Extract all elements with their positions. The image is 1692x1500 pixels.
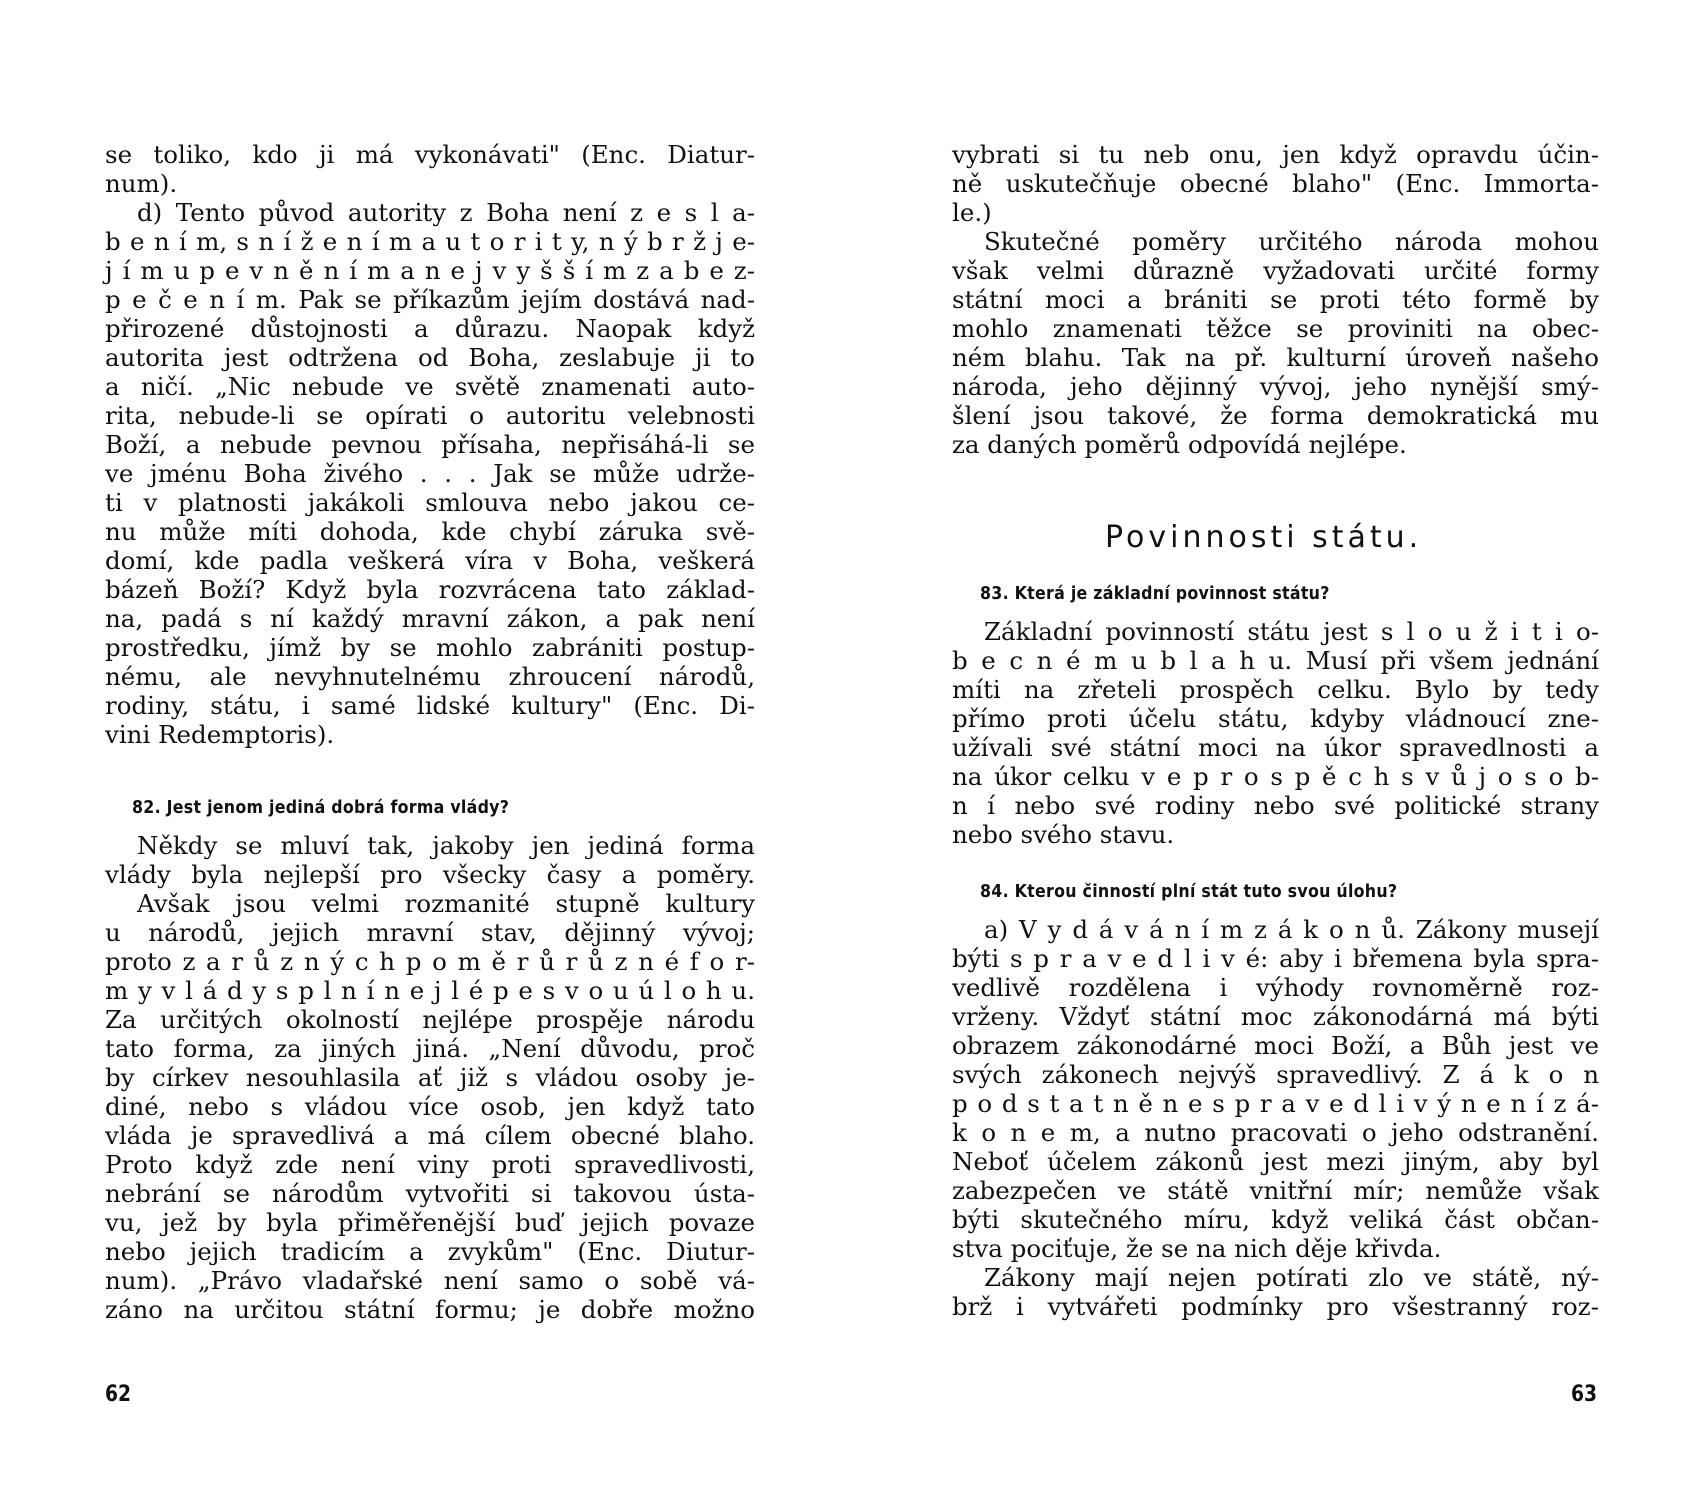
text-line: autorita jest odtržena od Boha, zeslabuje ji to bbox=[105, 343, 755, 372]
right-text-block-b bbox=[952, 617, 1599, 849]
text-line: vini Redemptoris). bbox=[105, 720, 335, 749]
text-line: le.) bbox=[952, 198, 992, 227]
text-line: vlády byla nejlepší pro všecky časy a poměry. bbox=[105, 860, 755, 889]
text-line: m y v l á d y s p l n í n e j l é p e s v o u ú l o h u. bbox=[105, 976, 755, 1005]
text-line: zabezpečen ve státě vnitřní mír; nemůže však bbox=[952, 1176, 1599, 1205]
text-line: přirozené důstojnosti a důrazu. Naopak když bbox=[105, 314, 755, 343]
text-line: nebrání se národům vytvořiti si takovou ústa- bbox=[105, 1179, 755, 1208]
text-line: num). bbox=[105, 169, 178, 198]
text-line: za daných poměrů odpovídá nejlépe. bbox=[952, 430, 1407, 459]
text-line: p e č e n í m. Pak se příkazům jejím dostává nad- bbox=[105, 285, 755, 314]
text-line: na úkor celku v e p r o s p ě c h s v ů j o s o b- bbox=[952, 762, 1599, 791]
text-line: nebo jejich tradicím a zvykům" (Enc. Diutur- bbox=[105, 1237, 755, 1266]
right-text-block-a bbox=[952, 140, 1599, 459]
section-heading: Povinnosti státu. bbox=[1105, 520, 1423, 555]
text-line: diné, nebo s vládou více osob, jen když tato bbox=[105, 1092, 755, 1121]
text-line: num). „Právo vladařské není samo o sobě vá- bbox=[105, 1266, 755, 1295]
text-line: přímo proti účelu státu, kdyby vládnoucí zne- bbox=[952, 704, 1599, 733]
text-line: ti v platnosti jakákoli smlouva nebo jakou ce- bbox=[105, 488, 755, 517]
text-line: národa, jeho dějinný vývoj, jeho nynější smý- bbox=[952, 372, 1599, 401]
text-line: k o n e m, a nutno pracovati o jeho odstranění. bbox=[952, 1118, 1599, 1147]
text-line: vrženy. Vždyť státní moc zákonodárná má býti bbox=[952, 1002, 1599, 1031]
text-line: a ničí. „Nic nebude ve světě znamenati auto- bbox=[105, 372, 755, 401]
text-line: bázeň Boží? Když byla rozvrácena tato základ- bbox=[105, 575, 755, 604]
left-text-block-b bbox=[105, 831, 755, 1324]
text-line: Neboť účelem zákonů jest mezi jiným, aby byl bbox=[952, 1147, 1599, 1176]
text-line: užívali své státní moci na úkor spravedlnosti a bbox=[952, 733, 1599, 762]
text-line: a) V y d á v á n í m z á k o n ů. Zákony musejí bbox=[984, 915, 1599, 944]
text-line: Za určitých okolností nejlépe prospěje národu bbox=[105, 1005, 755, 1034]
text-line: d) Tento původ autority z Boha není z e s l a- bbox=[137, 198, 755, 227]
right-page bbox=[846, 0, 1692, 1500]
text-line: svých zákonech nejvýš spravedlivý. Z á k o n bbox=[952, 1060, 1599, 1089]
text-line: n í nebo své rodiny nebo své politické strany bbox=[952, 791, 1599, 820]
text-line: Avšak jsou velmi rozmanité stupně kultury bbox=[137, 889, 755, 918]
text-line: se toliko, kdo ji má vykonávati" (Enc. Diatur- bbox=[105, 140, 755, 169]
text-line: státní moci a brániti se proti této formě by bbox=[952, 285, 1599, 314]
text-line: ně uskutečňuje obecné blaho" (Enc. Immorta- bbox=[952, 169, 1599, 198]
text-line: šlení jsou takové, že forma demokratická mu bbox=[952, 401, 1599, 430]
page-number-left: 62 bbox=[105, 1382, 132, 1407]
text-line: nu může míti dohoda, kde chybí záruka svě- bbox=[105, 517, 755, 546]
text-line: b e c n é m u b l a h u. Musí při všem jednání bbox=[952, 646, 1599, 675]
text-line: j í m u p e v n ě n í m a n e j v y š š í m z a b e z- bbox=[105, 256, 755, 285]
text-line: brž i vytvářeti podmínky pro všestranný roz- bbox=[952, 1292, 1599, 1321]
text-line: Základní povinností státu jest s l o u ž i t i o- bbox=[984, 617, 1599, 646]
text-line: p o d s t a t n ě n e s p r a v e d l i v ý n e n í z á- bbox=[952, 1089, 1599, 1118]
text-line: nému, ale nevyhnutelnému zhroucení národů, bbox=[105, 662, 755, 691]
text-line: stva pociťuje, že se na nich děje křivda. bbox=[952, 1234, 1442, 1263]
text-line: vybrati si tu neb onu, jen když opravdu účin- bbox=[952, 140, 1599, 169]
text-line: rodiny, státu, i samé lidské kultury" (Enc. Di- bbox=[105, 691, 755, 720]
text-line: záno na určitou státní formu; je dobře možno bbox=[105, 1295, 755, 1324]
text-line: b e n í m, s n í ž e n í m a u t o r i t y, n ý b r ž j e- bbox=[105, 227, 755, 256]
text-line: domí, kde padla veškerá víra v Boha, veškerá bbox=[105, 546, 755, 575]
text-line: ném blahu. Tak na př. kulturní úroveň našeho bbox=[952, 343, 1599, 372]
text-line: vláda je spravedlivá a má cílem obecné blaho. bbox=[105, 1121, 755, 1150]
text-line: Zákony mají nejen potírati zlo ve státě, ný- bbox=[984, 1263, 1599, 1292]
left-text-block-a bbox=[105, 140, 755, 749]
text-line: proto z a r ů z n ý c h p o m ě r ů r ů z n é f o r- bbox=[105, 947, 755, 976]
text-line: obrazem zákonodárné moci Boží, a Bůh jest ve bbox=[952, 1031, 1599, 1060]
question-82-heading: 82. Jest jenom jediná dobrá forma vlády? bbox=[132, 797, 510, 818]
text-line: u národů, jejich mravní stav, dějinný vývoj; bbox=[105, 918, 755, 947]
right-text-block-c bbox=[952, 915, 1599, 1321]
text-line: mohlo znamenati těžce se proviniti na obec- bbox=[952, 314, 1599, 343]
text-line: na, padá s ní každý mravní zákon, a pak není bbox=[105, 604, 755, 633]
text-line: Proto když zde není viny proti spravedlivosti, bbox=[105, 1150, 755, 1179]
text-line: by církev nesouhlasila ať již s vládou osoby je- bbox=[105, 1063, 755, 1092]
text-line: býti skutečného míru, když veliká část občan- bbox=[952, 1205, 1599, 1234]
text-line: Někdy se mluví tak, jakoby jen jediná forma bbox=[137, 831, 755, 860]
question-84-heading: 84. Kterou činností plní stát tuto svou úlohu? bbox=[980, 881, 1398, 902]
text-line: Boží, a nebude pevnou přísaha, nepřisáhá-li se bbox=[105, 430, 755, 459]
text-line: tato forma, za jiných jiná. „Není důvodu, proč bbox=[105, 1034, 755, 1063]
text-line: Skutečné poměry určitého národa mohou bbox=[984, 227, 1599, 256]
text-line: však velmi důrazně vyžadovati určité formy bbox=[952, 256, 1599, 285]
text-line: býti s p r a v e d l i v é: aby i břemena byla spra- bbox=[952, 944, 1599, 973]
text-line: rita, nebude-li se opírati o autoritu velebnosti bbox=[105, 401, 755, 430]
text-line: vedlivě rozdělena i výhody rovnoměrně roz- bbox=[952, 973, 1599, 1002]
text-line: nebo svého stavu. bbox=[952, 820, 1175, 849]
text-line: vu, jež by byla přiměřenější buď jejich povaze bbox=[105, 1208, 755, 1237]
text-line: prostředku, jímž by se mohlo zabrániti postup- bbox=[105, 633, 755, 662]
question-83-heading: 83. Která je základní povinnost státu? bbox=[980, 583, 1330, 604]
page-number-right: 63 bbox=[1571, 1382, 1598, 1407]
text-line: ve jménu Boha živého . . . Jak se může udrže- bbox=[105, 459, 755, 488]
text-line: míti na zřeteli prospěch celku. Bylo by tedy bbox=[952, 675, 1599, 704]
